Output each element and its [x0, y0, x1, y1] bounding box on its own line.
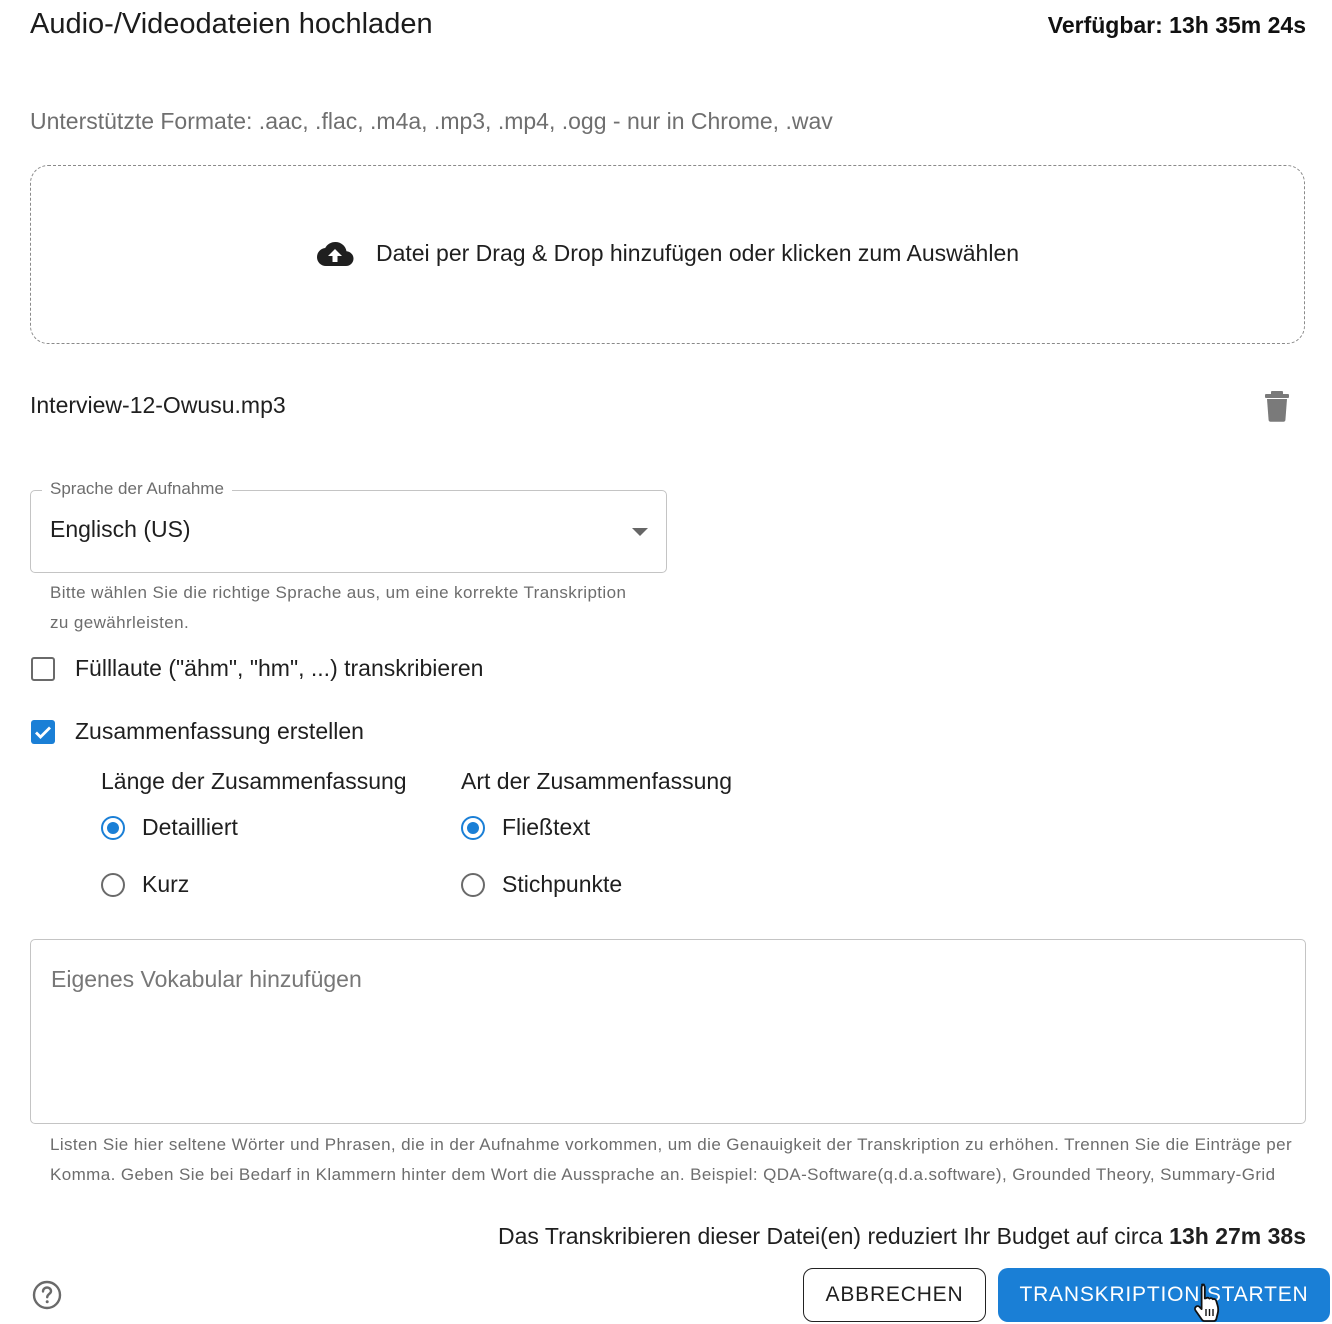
language-helper-text: Bitte wählen Sie die richtige Sprache aus, um eine korrekte Transkription zu gewährleisten.: [50, 583, 627, 632]
trash-icon[interactable]: [1262, 390, 1292, 422]
available-time: [1048, 12, 1306, 39]
budget-text: Das Transkribieren dieser Datei(en) reduziert Ihr Budget auf circa: [498, 1223, 1163, 1249]
summary-checkbox-label[interactable]: Zusammenfassung erstellen: [75, 718, 364, 744]
check-icon: [31, 720, 55, 744]
budget-info: [498, 1223, 1306, 1250]
radio-kurz-label[interactable]: Kurz: [142, 871, 190, 897]
available-value: 13h 35m 24s: [1169, 12, 1306, 38]
radio-detailliert-label[interactable]: Detailliert: [142, 814, 238, 840]
radio-fliesstext-label[interactable]: Fließtext: [502, 814, 591, 840]
available-label: Verfügbar:: [1047, 12, 1163, 38]
hand-pointer-cursor-icon: [1192, 1282, 1226, 1324]
dialog-title: Audio-/Videodateien hochladen: [30, 8, 433, 40]
radio-kurz[interactable]: [101, 873, 125, 897]
summary-type-heading: Art der Zusammenfassung: [461, 768, 733, 794]
cloud-upload-icon: [316, 241, 354, 267]
cancel-button[interactable]: ABBRECHEN: [803, 1268, 986, 1322]
radio-stichpunkte[interactable]: [461, 873, 485, 897]
radio-fliesstext[interactable]: [461, 816, 485, 840]
language-select-value: Englisch (US): [50, 516, 191, 542]
summary-checkbox[interactable]: [31, 720, 55, 744]
supported-formats: Unterstützte Formate: .aac, .flac, .m4a, .mp3, .mp4, .ogg - nur in Chrome, .wav: [30, 108, 833, 134]
chevron-down-icon[interactable]: [632, 528, 648, 536]
uploaded-file-name: Interview-12-Owusu.mp3: [30, 392, 286, 418]
summary-length-heading: Länge der Zusammenfassung: [101, 768, 407, 794]
fillers-checkbox-label[interactable]: Fülllaute ("ähm", "hm", ...) transkribieren: [75, 655, 484, 681]
help-circle-icon[interactable]: [32, 1280, 62, 1310]
language-select-label: Sprache der Aufnahme: [42, 479, 232, 499]
radio-detailliert[interactable]: [101, 816, 125, 840]
file-dropzone[interactable]: [30, 165, 1305, 344]
budget-value: 13h 27m 38s: [1169, 1223, 1306, 1249]
radio-stichpunkte-label[interactable]: Stichpunkte: [502, 871, 623, 897]
fillers-checkbox[interactable]: [31, 657, 55, 681]
start-transcription-button[interactable]: TRANSKRIPTION STARTEN: [998, 1268, 1330, 1322]
dropzone-text: Datei per Drag & Drop hinzufügen oder klicken zum Auswählen: [375, 240, 1020, 266]
vocabulary-helper-text: Listen Sie hier seltene Wörter und Phrasen, die in der Aufnahme vorkommen, um die Genauigkeit der Transkription zu erhöhen. Trennen Sie die Einträge per Komma. Geben Sie bei Bedarf in Klammern hinter dem Wort die Aussprache an. Beispiel: QDA-Software(q.d.a.software), Grounded Theory, Summary-Grid: [50, 1135, 1293, 1184]
vocabulary-input[interactable]: [30, 939, 1306, 1124]
